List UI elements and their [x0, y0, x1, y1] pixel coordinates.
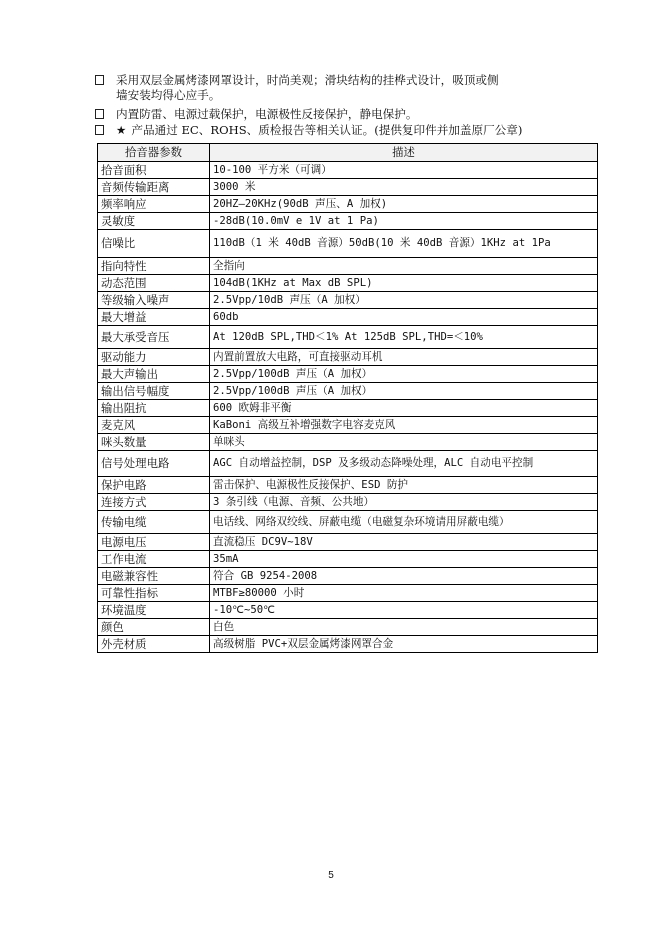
desc-cell: 3 条引线（电源、音频、公共地）	[210, 494, 598, 511]
bullet-text: 采用双层金属烤漆网罩设计，时尚美观；滑块结构的挂桦式设计，吸顶或侧 墙安装均得心应手。	[116, 73, 499, 102]
table-row	[98, 349, 598, 366]
desc-cell: AGC 自动增益控制，DSP 及多级动态降噪处理，ALC 自动电平控制	[210, 451, 598, 477]
spec-table-body	[98, 162, 598, 653]
desc-cell: -28dB(10.0mV e 1V at 1 Pa)	[210, 213, 598, 230]
desc-cell: 高级树脂 PVC+双层金属烤漆网罩合金	[210, 636, 598, 653]
param-cell: 麦克风	[98, 417, 210, 434]
table-row	[98, 494, 598, 511]
param-cell: 最大承受音压	[98, 326, 210, 349]
table-row	[98, 292, 598, 309]
table-row	[98, 551, 598, 568]
param-cell: 可靠性指标	[98, 585, 210, 602]
param-cell: 颜色	[98, 619, 210, 636]
desc-cell: 全指向	[210, 258, 598, 275]
param-cell: 驱动能力	[98, 349, 210, 366]
bullet-text: 内置防雷、电源过载保护，电源极性反接保护，静电保护。	[116, 107, 418, 121]
table-row	[98, 534, 598, 551]
table-row	[98, 434, 598, 451]
desc-cell: 104dB(1KHz at Max dB SPL)	[210, 275, 598, 292]
desc-cell: 110dB（1 米 40dB 音源）50dB(10 米 40dB 音源）1KHz at 1Pa	[210, 230, 598, 258]
table-row	[98, 619, 598, 636]
table-row	[98, 162, 598, 179]
desc-cell: 10-100 平方米（可调）	[210, 162, 598, 179]
desc-cell: 35mA	[210, 551, 598, 568]
param-cell: 电磁兼容性	[98, 568, 210, 585]
table-row	[98, 511, 598, 534]
star-icon: ★	[116, 123, 127, 137]
table-header-row	[98, 144, 598, 162]
desc-cell: 雷击保护、电源极性反接保护、ESD 防护	[210, 477, 598, 494]
desc-cell: 白色	[210, 619, 598, 636]
feature-bullet	[95, 123, 600, 138]
desc-cell: 内置前置放大电路，可直接驱动耳机	[210, 349, 598, 366]
param-cell: 指向特性	[98, 258, 210, 275]
table-row	[98, 568, 598, 585]
param-cell: 咪头数量	[98, 434, 210, 451]
desc-cell: 60db	[210, 309, 598, 326]
param-cell: 频率响应	[98, 196, 210, 213]
param-cell: 输出阻抗	[98, 400, 210, 417]
param-cell: 传输电缆	[98, 511, 210, 534]
param-cell: 保护电路	[98, 477, 210, 494]
table-row	[98, 179, 598, 196]
param-cell: 信噪比	[98, 230, 210, 258]
feature-bullet-list	[95, 73, 600, 138]
table-row	[98, 383, 598, 400]
desc-cell: 600 欧姆非平衡	[210, 400, 598, 417]
desc-cell: 2.5Vpp/100dB 声压（A 加权）	[210, 366, 598, 383]
param-cell: 连接方式	[98, 494, 210, 511]
desc-cell: 单咪头	[210, 434, 598, 451]
table-row	[98, 366, 598, 383]
table-row	[98, 451, 598, 477]
table-row	[98, 400, 598, 417]
page-number: 5	[328, 870, 334, 881]
desc-cell: 直流稳压 DC9V~18V	[210, 534, 598, 551]
param-cell: 电源电压	[98, 534, 210, 551]
table-row	[98, 417, 598, 434]
feature-bullet	[95, 73, 600, 104]
checkbox-square-icon	[95, 75, 104, 85]
table-row	[98, 585, 598, 602]
param-cell: 工作电流	[98, 551, 210, 568]
header-param: 拾音器参数	[98, 144, 210, 162]
desc-cell: At 120dB SPL,THD＜1% At 125dB SPL,THD=＜10%	[210, 326, 598, 349]
desc-cell: 20HZ—20KHz(90dB 声压、A 加权)	[210, 196, 598, 213]
table-row	[98, 258, 598, 275]
param-cell: 动态范围	[98, 275, 210, 292]
spec-table	[97, 143, 598, 653]
desc-cell: KaBoni 高级互补增强数字电容麦克风	[210, 417, 598, 434]
param-cell: 等级输入噪声	[98, 292, 210, 309]
param-cell: 外壳材质	[98, 636, 210, 653]
param-cell: 最大声输出	[98, 366, 210, 383]
desc-cell: 3000 米	[210, 179, 598, 196]
checkbox-square-icon	[95, 125, 104, 135]
desc-cell: 2.5Vpp/100dB 声压（A 加权）	[210, 383, 598, 400]
param-cell: 拾音面积	[98, 162, 210, 179]
table-row	[98, 602, 598, 619]
param-cell: 信号处理电路	[98, 451, 210, 477]
table-row	[98, 326, 598, 349]
param-cell: 环境温度	[98, 602, 210, 619]
feature-bullet	[95, 107, 600, 122]
table-row	[98, 309, 598, 326]
table-row	[98, 230, 598, 258]
bullet-text: 产品通过 EC、ROHS、质检报告等相关认证。(提供复印件并加盖原厂公章)	[131, 123, 523, 137]
desc-cell: 电话线、网络双绞线、屏蔽电缆（电磁复杂环境请用屏蔽电缆）	[210, 511, 598, 534]
param-cell: 最大增益	[98, 309, 210, 326]
table-row	[98, 636, 598, 653]
header-desc: 描述	[210, 144, 598, 162]
table-row	[98, 196, 598, 213]
param-cell: 输出信号幅度	[98, 383, 210, 400]
table-row	[98, 275, 598, 292]
desc-cell: 2.5Vpp/10dB 声压（A 加权）	[210, 292, 598, 309]
checkbox-square-icon	[95, 109, 104, 119]
param-cell: 音频传输距离	[98, 179, 210, 196]
table-row	[98, 477, 598, 494]
param-cell: 灵敏度	[98, 213, 210, 230]
desc-cell: 符合 GB 9254-2008	[210, 568, 598, 585]
desc-cell: MTBF≥80000 小时	[210, 585, 598, 602]
table-row	[98, 213, 598, 230]
desc-cell: -10℃~50℃	[210, 602, 598, 619]
